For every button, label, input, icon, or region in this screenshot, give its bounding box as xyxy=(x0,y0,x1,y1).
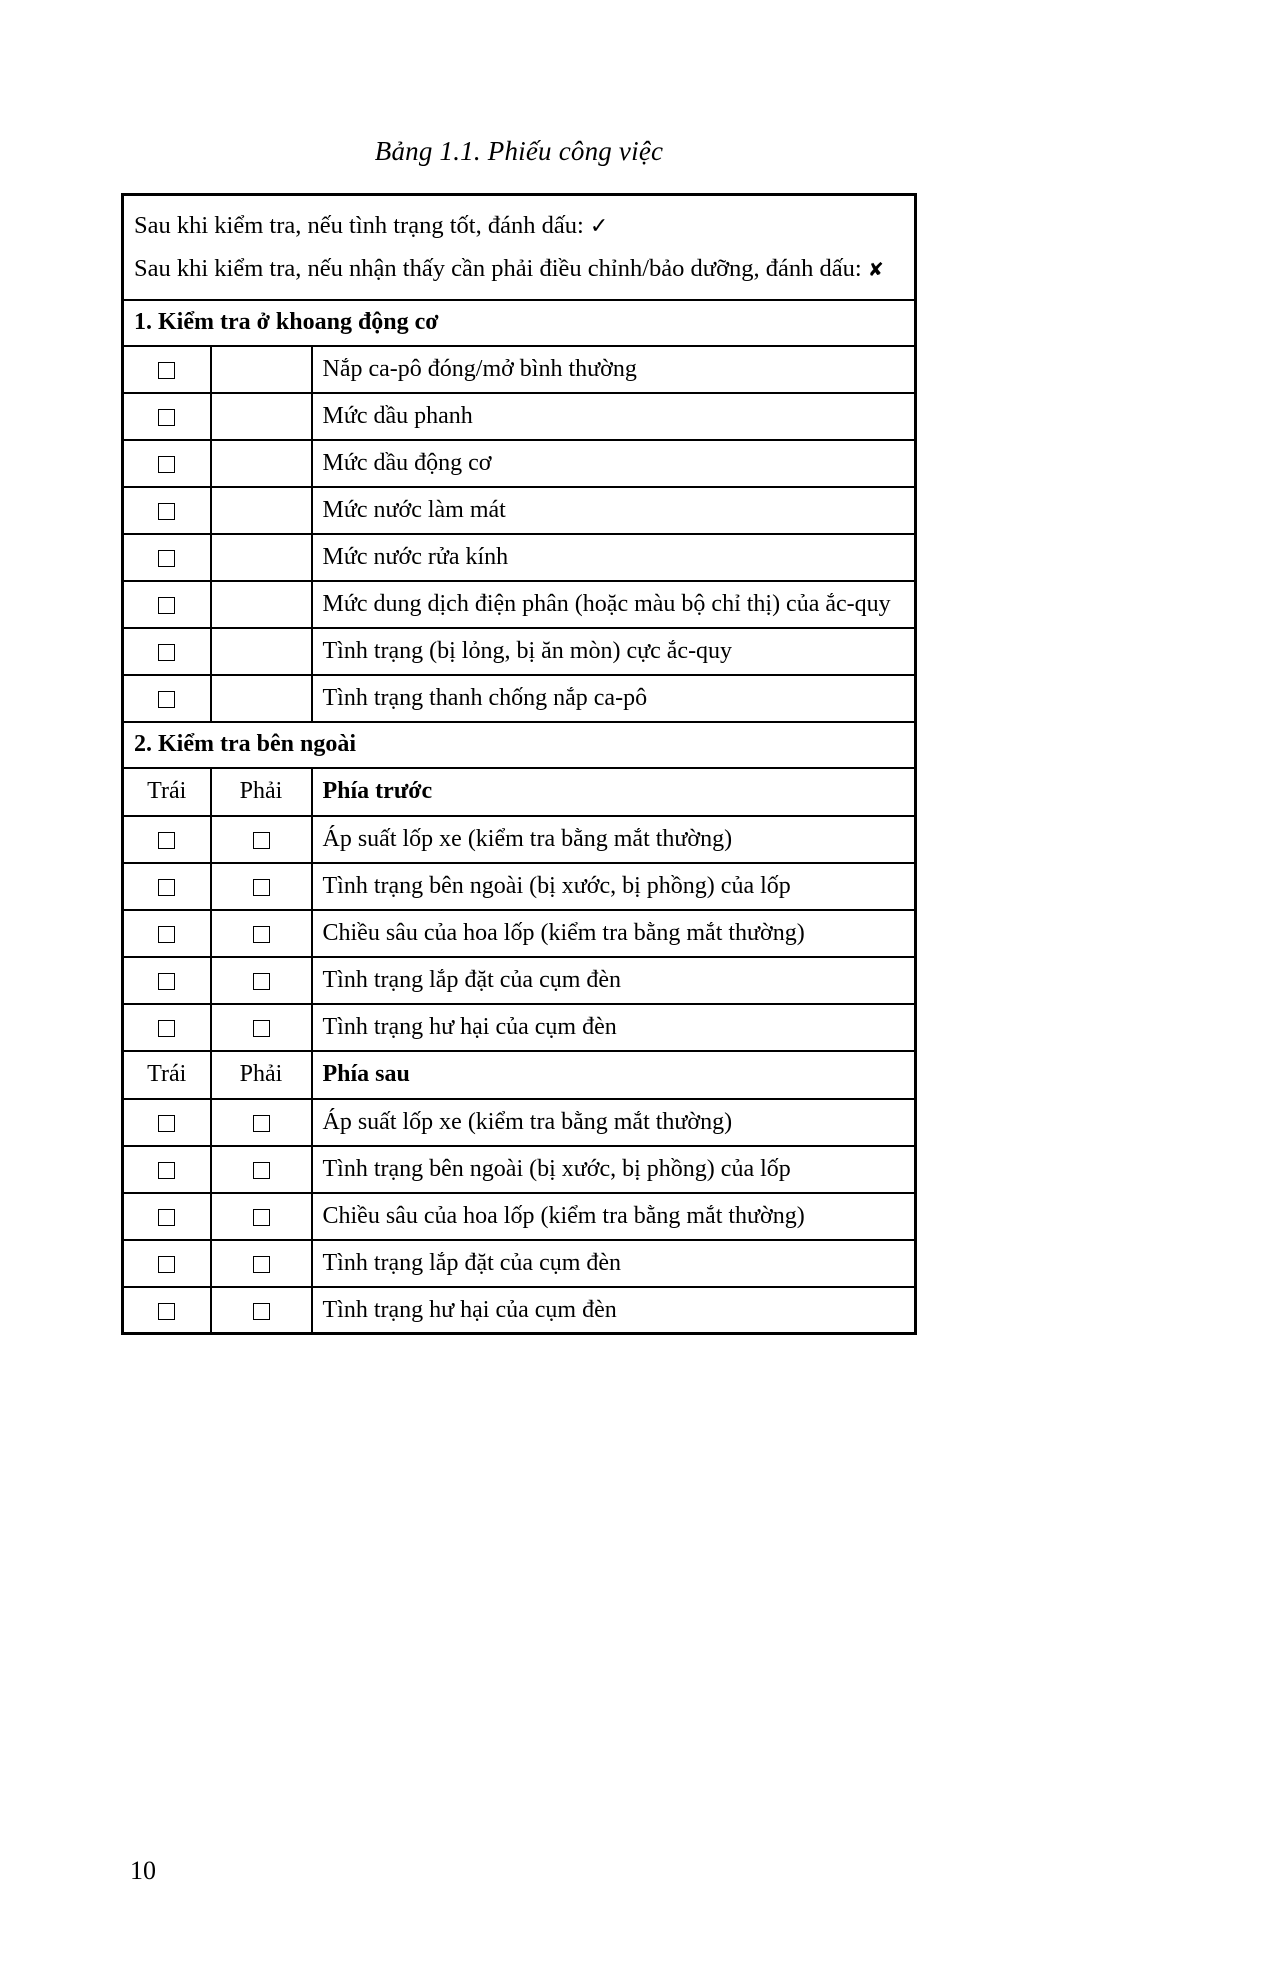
row-label: Tình trạng lắp đặt của cụm đèn xyxy=(312,957,916,1004)
checkbox-left[interactable] xyxy=(158,1256,175,1273)
checkbox-right[interactable] xyxy=(253,1162,270,1179)
column-header-row xyxy=(123,768,916,816)
column-header-left: Trái xyxy=(123,1051,211,1099)
checkbox-cell xyxy=(123,581,211,628)
checkbox-cell xyxy=(211,1004,312,1051)
empty-cell xyxy=(211,534,312,581)
checkbox-right[interactable] xyxy=(253,1256,270,1273)
cross-mark-icon: ✘ xyxy=(867,258,884,281)
checkbox-right[interactable] xyxy=(253,1303,270,1320)
checkbox-right[interactable] xyxy=(253,1115,270,1132)
checkbox-cell xyxy=(211,910,312,957)
checkbox-left[interactable] xyxy=(158,1162,175,1179)
checkbox-left[interactable] xyxy=(158,1020,175,1037)
column-header-row xyxy=(123,1051,916,1099)
checkbox-left[interactable] xyxy=(158,1115,175,1132)
checkbox-left[interactable] xyxy=(158,879,175,896)
checkbox-cell xyxy=(123,863,211,910)
table-row xyxy=(123,1099,916,1146)
checkbox-left[interactable] xyxy=(158,973,175,990)
checkbox-cell xyxy=(211,816,312,863)
row-label: Tình trạng hư hại của cụm đèn xyxy=(312,1004,916,1051)
subsection-title-front: Phía trước xyxy=(312,768,916,816)
checkbox-left[interactable] xyxy=(158,926,175,943)
table-row xyxy=(123,440,916,487)
section2-title: 2. Kiểm tra bên ngoài xyxy=(123,722,916,768)
checkbox-right[interactable] xyxy=(253,973,270,990)
section1-title: 1. Kiểm tra ở khoang động cơ xyxy=(123,300,916,346)
row-label: Chiều sâu của hoa lốp (kiểm tra bằng mắt thường) xyxy=(312,1193,916,1240)
section-header-row xyxy=(123,722,916,768)
checkbox-cell xyxy=(211,1146,312,1193)
column-header-right: Phải xyxy=(211,768,312,816)
checkbox[interactable] xyxy=(158,503,175,520)
note-line-1-text: Sau khi kiểm tra, nếu tình trạng tốt, đánh dấu: xyxy=(134,212,584,239)
row-label: Tình trạng lắp đặt của cụm đèn xyxy=(312,1240,916,1287)
notes-row xyxy=(123,195,916,300)
note-line-2-text: Sau khi kiểm tra, nếu nhận thấy cần phải điều chỉnh/bảo dưỡng, đánh dấu: xyxy=(134,254,862,282)
row-label: Mức dầu phanh xyxy=(312,393,916,440)
row-label: Tình trạng (bị lỏng, bị ăn mòn) cực ắc-quy xyxy=(312,628,916,675)
checkbox-cell xyxy=(123,957,211,1004)
checkbox-cell xyxy=(123,1193,211,1240)
table-row xyxy=(123,675,916,722)
worksheet-table xyxy=(121,193,917,1335)
checkbox-cell xyxy=(123,393,211,440)
column-header-right: Phải xyxy=(211,1051,312,1099)
page-number: 10 xyxy=(130,1856,156,1885)
checkbox-left[interactable] xyxy=(158,1209,175,1226)
table-row xyxy=(123,534,916,581)
empty-cell xyxy=(211,675,312,722)
row-label: Mức dung dịch điện phân (hoặc màu bộ chỉ thị) của ắc-quy xyxy=(312,581,916,628)
page-content xyxy=(121,136,917,1335)
checkbox-right[interactable] xyxy=(253,879,270,896)
checkbox[interactable] xyxy=(158,456,175,473)
table-row xyxy=(123,1004,916,1051)
checkbox[interactable] xyxy=(158,550,175,567)
checkbox-cell xyxy=(211,1240,312,1287)
checkbox-cell xyxy=(123,1240,211,1287)
table-row xyxy=(123,1146,916,1193)
checkbox-right[interactable] xyxy=(253,926,270,943)
checkbox-cell xyxy=(123,1099,211,1146)
page-title: Bảng 1.1. Phiếu công việc xyxy=(374,136,664,166)
column-header-left: Trái xyxy=(123,768,211,816)
table-row xyxy=(123,910,916,957)
note-line-1 xyxy=(134,207,904,245)
checkbox[interactable] xyxy=(158,362,175,379)
checkbox[interactable] xyxy=(158,644,175,661)
row-label: Tình trạng bên ngoài (bị xước, bị phồng) của lốp xyxy=(312,1146,916,1193)
table-row xyxy=(123,1193,916,1240)
table-row xyxy=(123,863,916,910)
empty-cell xyxy=(211,581,312,628)
row-label: Nắp ca-pô đóng/mở bình thường xyxy=(312,346,916,393)
checkbox-cell xyxy=(123,910,211,957)
checkbox-cell xyxy=(123,440,211,487)
checkbox-cell xyxy=(211,1287,312,1334)
checkbox-cell xyxy=(123,487,211,534)
checkbox-cell xyxy=(123,1146,211,1193)
checkbox-cell xyxy=(211,863,312,910)
checkbox[interactable] xyxy=(158,409,175,426)
checkbox-cell xyxy=(211,1099,312,1146)
row-label: Tình trạng thanh chống nắp ca-pô xyxy=(312,675,916,722)
checkbox[interactable] xyxy=(158,691,175,708)
row-label: Tình trạng hư hại của cụm đèn xyxy=(312,1287,916,1334)
notes-cell xyxy=(123,195,916,300)
checkbox-cell xyxy=(123,816,211,863)
checkbox-cell xyxy=(123,1287,211,1334)
checkbox-cell xyxy=(211,957,312,1004)
table-row xyxy=(123,487,916,534)
row-label: Mức nước rửa kính xyxy=(312,534,916,581)
checkbox-cell xyxy=(123,346,211,393)
table-row xyxy=(123,1287,916,1334)
check-mark-icon: ✓ xyxy=(589,214,609,239)
empty-cell xyxy=(211,440,312,487)
table-row xyxy=(123,628,916,675)
checkbox-cell xyxy=(123,675,211,722)
row-label: Tình trạng bên ngoài (bị xước, bị phồng) của lốp xyxy=(312,863,916,910)
row-label: Áp suất lốp xe (kiểm tra bằng mắt thường) xyxy=(312,816,916,863)
empty-cell xyxy=(211,628,312,675)
checkbox-right[interactable] xyxy=(253,1020,270,1037)
checkbox-left[interactable] xyxy=(158,1303,175,1320)
row-label: Mức dầu động cơ xyxy=(312,440,916,487)
checkbox-right[interactable] xyxy=(253,1209,270,1226)
table-row xyxy=(123,1240,916,1287)
subsection-title-rear: Phía sau xyxy=(312,1051,916,1099)
section-header-row xyxy=(123,300,916,346)
row-label: Chiều sâu của hoa lốp (kiểm tra bằng mắt thường) xyxy=(312,910,916,957)
checkbox-cell xyxy=(123,628,211,675)
checkbox-cell xyxy=(211,1193,312,1240)
row-label: Áp suất lốp xe (kiểm tra bằng mắt thường) xyxy=(312,1099,916,1146)
empty-cell xyxy=(211,393,312,440)
table-row xyxy=(123,346,916,393)
row-label: Mức nước làm mát xyxy=(312,487,916,534)
note-line-2 xyxy=(134,250,904,288)
empty-cell xyxy=(211,487,312,534)
table-row xyxy=(123,393,916,440)
checkbox[interactable] xyxy=(158,597,175,614)
table-row xyxy=(123,816,916,863)
checkbox-cell xyxy=(123,534,211,581)
checkbox-cell xyxy=(123,1004,211,1051)
table-row xyxy=(123,581,916,628)
checkbox-left[interactable] xyxy=(158,832,175,849)
table-row xyxy=(123,957,916,1004)
empty-cell xyxy=(211,346,312,393)
checkbox-right[interactable] xyxy=(253,832,270,849)
